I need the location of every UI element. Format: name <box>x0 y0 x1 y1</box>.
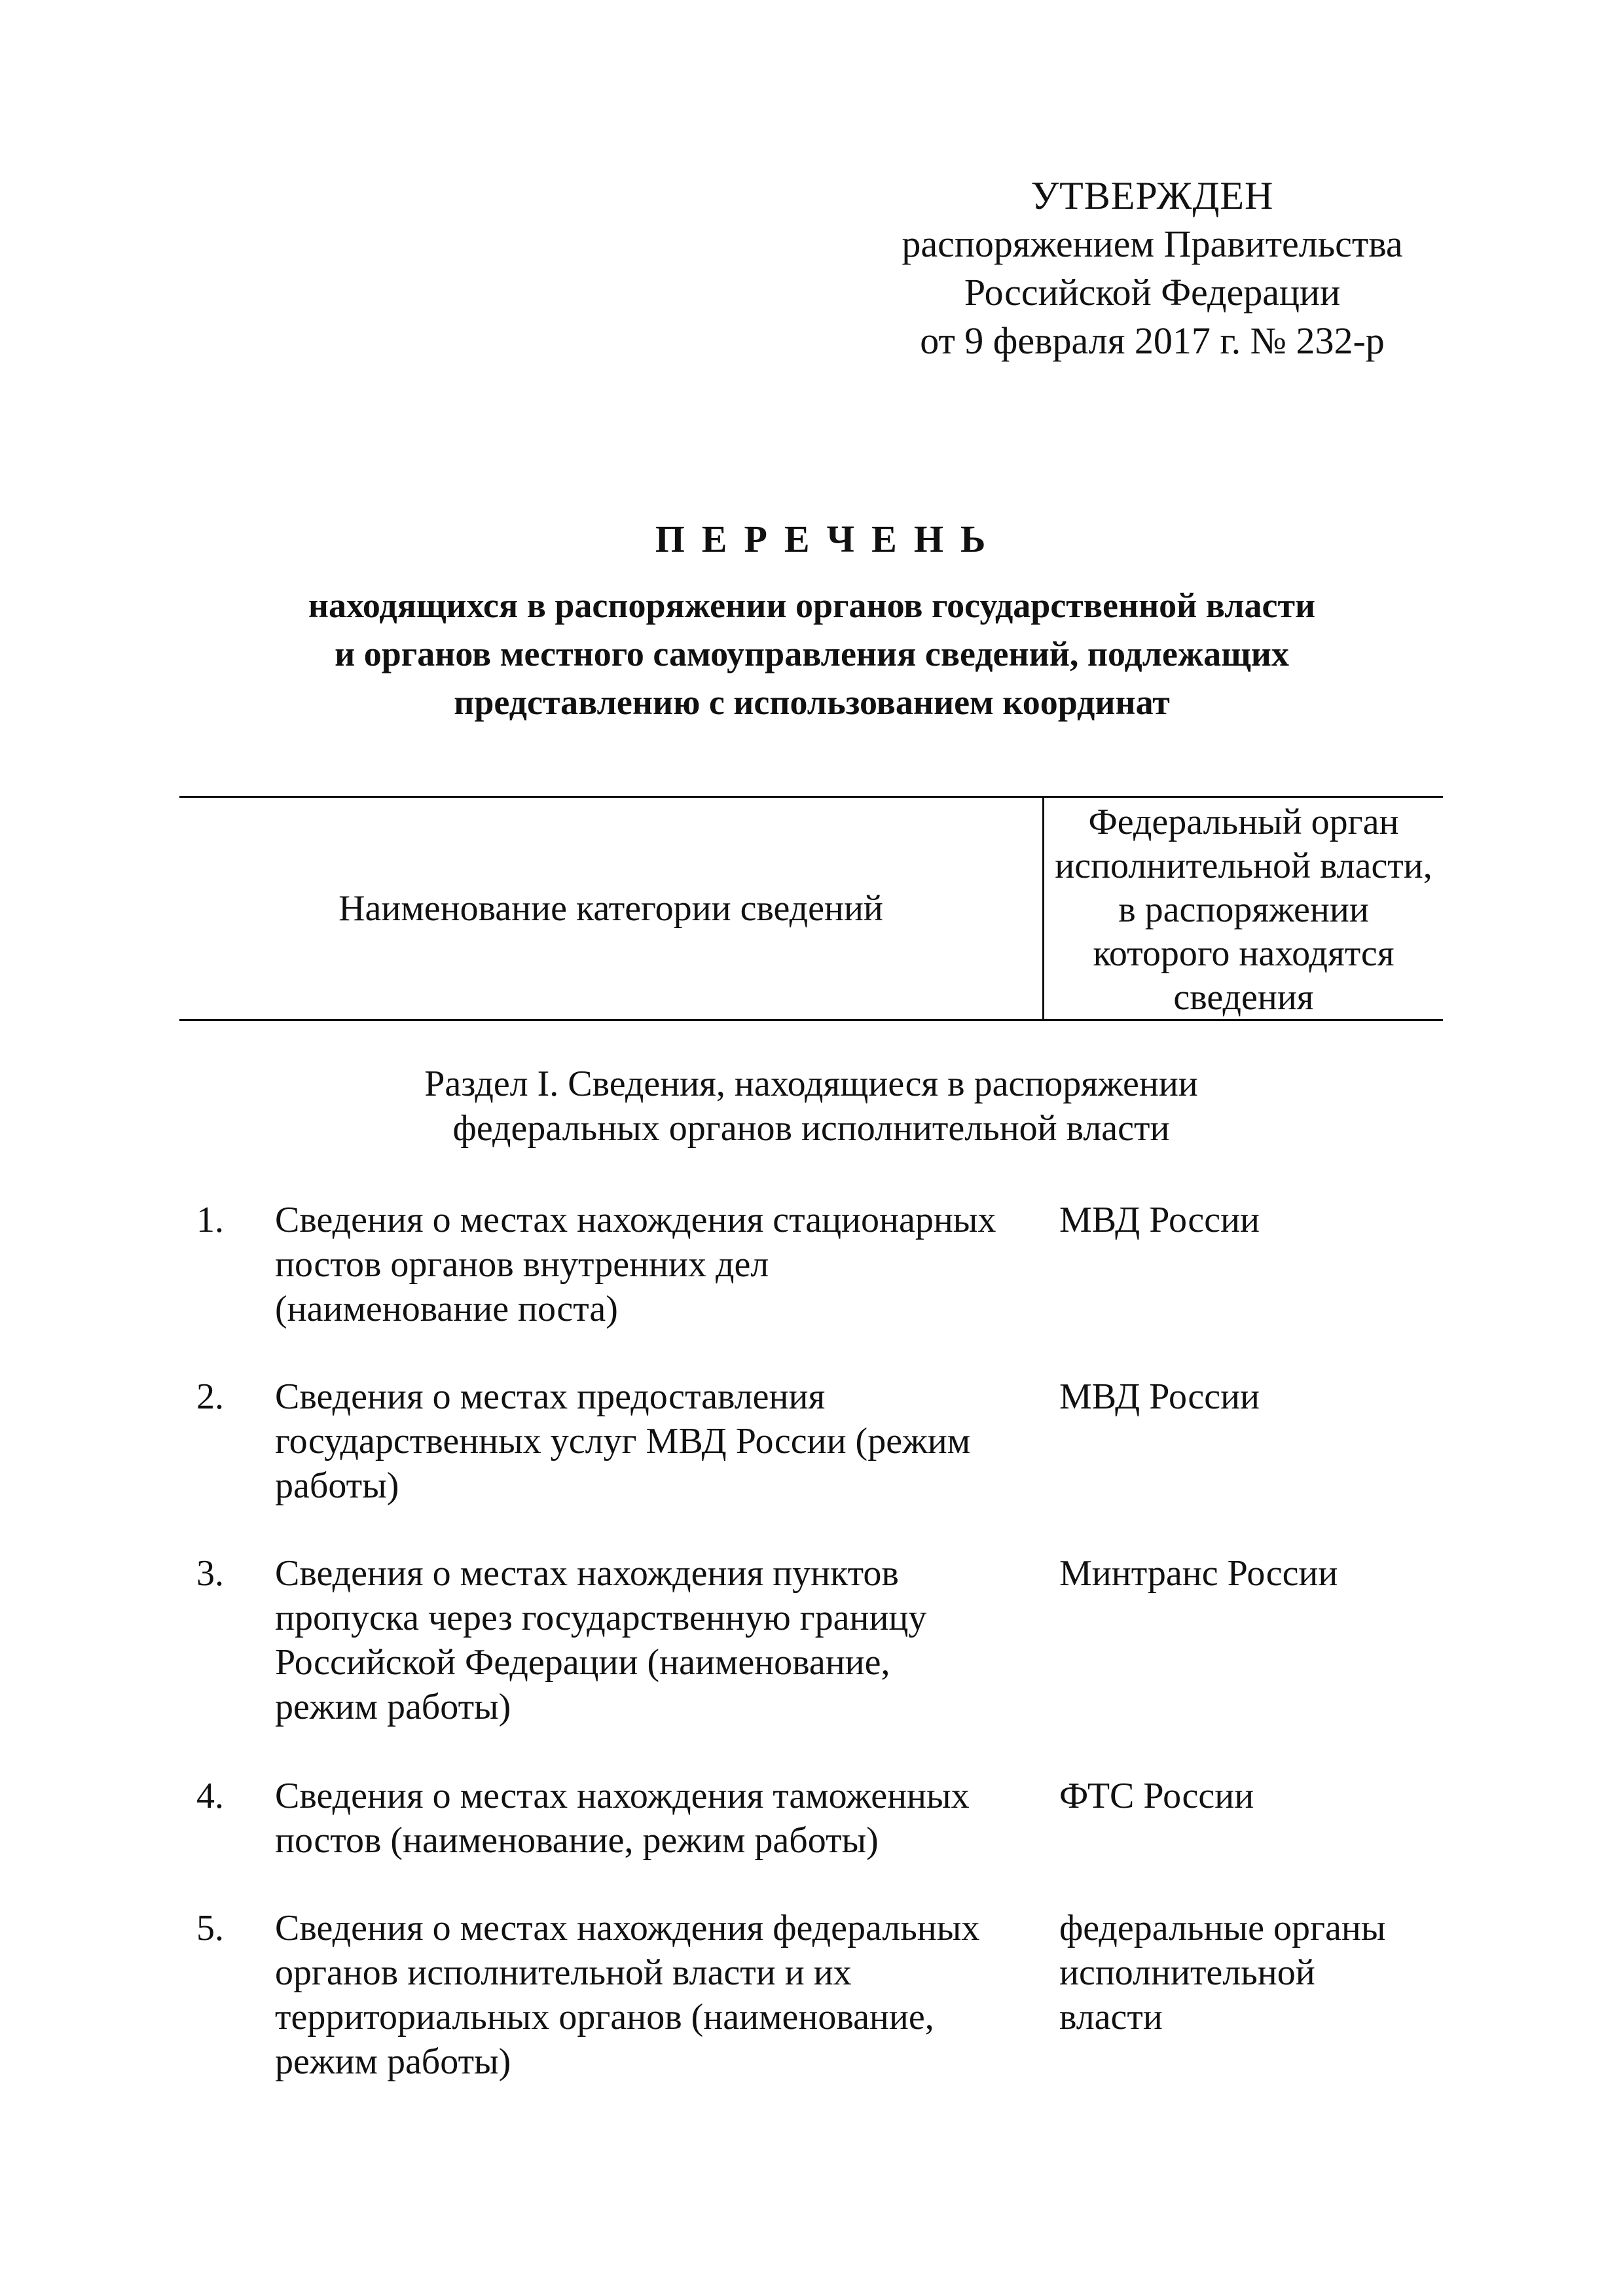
item-description-line: постов органов внутренних дел <box>275 1244 769 1285</box>
item-description <box>275 1198 1048 1331</box>
item-description-line: Сведения о местах нахождения таможенных <box>275 1776 970 1816</box>
item-agency-line: власти <box>1059 1997 1163 2037</box>
item-description-line: работы) <box>275 1465 399 1506</box>
subtitle-line-2: и органов местного самоуправления сведений, подлежащих <box>335 634 1289 673</box>
approval-line-2: Российской Федерации <box>964 271 1341 314</box>
approval-line-1: распоряжением Правительства <box>902 223 1403 265</box>
item-agency <box>1059 1774 1452 1818</box>
column-header-category-label: Наименование категории сведений <box>338 888 883 929</box>
section-title <box>179 1062 1443 1151</box>
column-header-agency <box>1044 800 1443 1020</box>
item-description-line: Сведения о местах нахождения пунктов <box>275 1553 899 1594</box>
item-agency-line: федеральные органы <box>1059 1908 1386 1948</box>
item-agency <box>1059 1906 1452 2039</box>
item-agency <box>1059 1198 1452 1242</box>
item-agency-line: МВД России <box>1059 1376 1260 1417</box>
item-description-line: Сведения о местах нахождения федеральных <box>275 1908 980 1948</box>
subtitle-line-1: находящихся в распоряжении органов государственной власти <box>308 586 1316 625</box>
item-description-line: постов (наименование, режим работы) <box>275 1820 879 1861</box>
item-description-line: Сведения о местах нахождения стационарных <box>275 1200 996 1240</box>
document-subtitle <box>183 581 1440 726</box>
column-header-category <box>179 798 1042 1019</box>
item-description-line: режим работы) <box>275 2041 511 2082</box>
table-header <box>179 796 1443 1021</box>
item-number: 2. <box>196 1376 224 1417</box>
column-header-agency-line: Федеральный орган <box>1088 802 1399 842</box>
item-description-line: государственных услуг МВД России (режим <box>275 1421 971 1462</box>
item-agency-line: исполнительной <box>1059 1952 1315 1993</box>
item-agency <box>1059 1374 1452 1419</box>
item-description <box>275 1774 1048 1863</box>
approval-line-3: от 9 февраля 2017 г. № 232-р <box>920 319 1385 362</box>
section-title-line-2: федеральных органов исполнительной власти <box>452 1108 1170 1149</box>
item-agency-line: Минтранс России <box>1059 1553 1338 1594</box>
item-description-line: Сведения о местах предоставления <box>275 1376 826 1417</box>
item-description <box>275 1551 1048 1729</box>
subtitle-line-3: представлению с использованием координат <box>454 683 1170 722</box>
item-description-line: режим работы) <box>275 1687 511 1727</box>
column-header-agency-line: исполнительной власти, <box>1055 846 1432 886</box>
item-number: 1. <box>196 1200 224 1240</box>
item-description-line: территориальных органов (наименование, <box>275 1997 934 2037</box>
item-agency-line: МВД России <box>1059 1200 1260 1240</box>
item-description-line: пропуска через государственную границу <box>275 1598 927 1638</box>
item-description-line: Российской Федерации (наименование, <box>275 1642 890 1683</box>
item-agency <box>1059 1551 1452 1596</box>
approval-stamp <box>871 171 1434 365</box>
column-header-agency-line: сведения <box>1173 977 1314 1018</box>
item-description-line: органов исполнительной власти и их <box>275 1952 852 1993</box>
item-agency-line: ФТС России <box>1059 1776 1254 1816</box>
item-description <box>275 1374 1048 1508</box>
approval-title: УТВЕРЖДЕН <box>1030 174 1274 217</box>
section-title-line-1: Раздел I. Сведения, находящиеся в распоряжении <box>424 1064 1198 1104</box>
item-description-line: (наименование поста) <box>275 1289 618 1329</box>
column-header-agency-line: в распоряжении <box>1118 889 1369 930</box>
document-title: ПЕРЕЧЕНЬ <box>655 518 1003 560</box>
column-header-agency-line: которого находятся <box>1093 933 1395 974</box>
item-number: 5. <box>196 1908 224 1948</box>
item-number: 4. <box>196 1776 224 1816</box>
item-number: 3. <box>196 1553 224 1594</box>
item-description <box>275 1906 1048 2084</box>
